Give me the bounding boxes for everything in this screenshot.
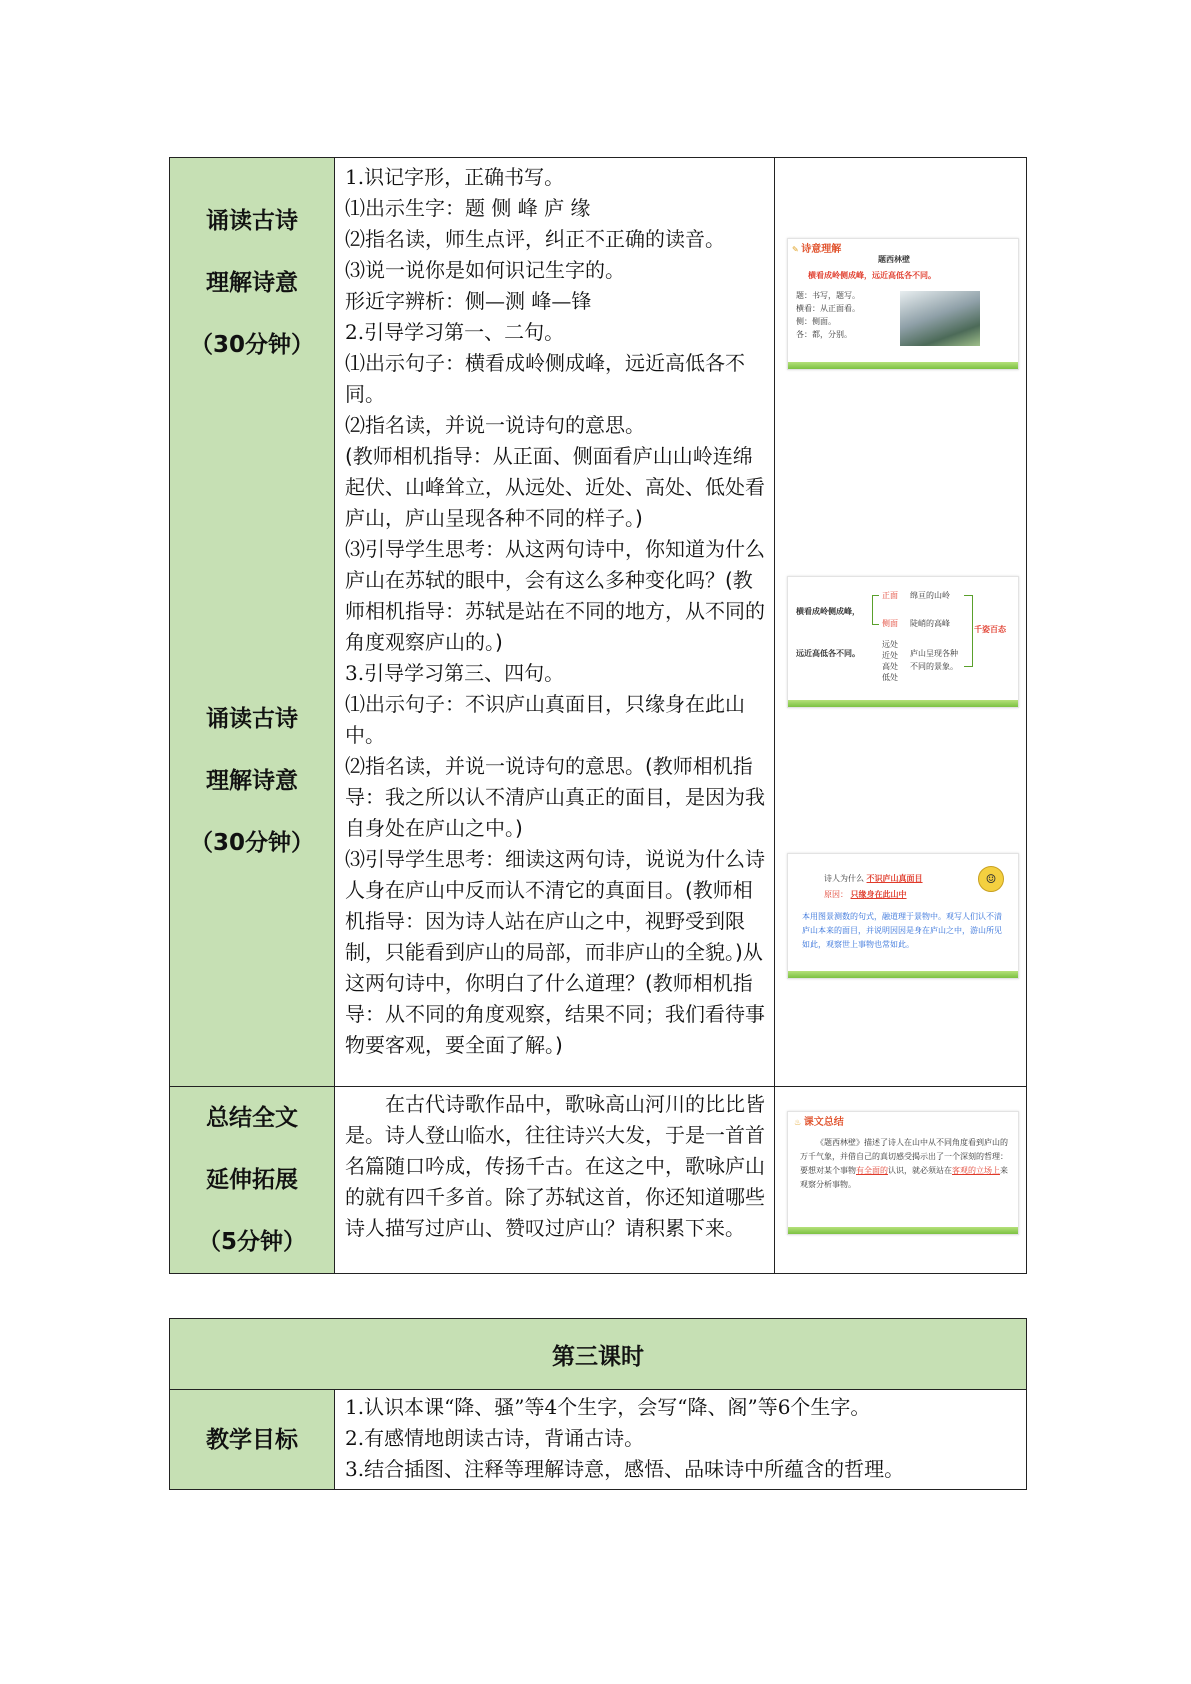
diagram-mid-2: 侧面	[882, 619, 898, 628]
lesson-content	[335, 158, 775, 1087]
content-line: 形近字辨析：侧—测 峰—锋	[345, 289, 592, 313]
content-line: ⑶引导学生思考：细读这两句诗，说说为什么诗人身在庐山中反而认不清它的真面目。(教师相机指导：因为诗人站在庐山之中，视野受到限制，只能看到庐山的局部，而非庐山的全貌。)从这两句诗中，你明白了什么道理？(教师相机指导：从不同的角度观察，结果不同；我们看待事物要客观，要全面了解。)	[345, 847, 765, 1057]
lesson-table	[169, 157, 1027, 1274]
objective-line: 2.有感情地朗读古诗，背诵古诗。	[345, 1426, 645, 1450]
label-group-3	[170, 1087, 334, 1273]
content-line: ⑴出示生字：题 侧 峰 庐 缘	[345, 196, 591, 220]
slide-note: 题：书写，题写。	[796, 291, 860, 300]
slide-question	[787, 853, 1019, 979]
diagram-left-2: 远近高低各不同。	[796, 648, 860, 658]
section-label-objectives	[170, 1390, 335, 1490]
lesson-row-summary	[170, 1087, 1027, 1274]
content-line: 2.引导学习第一、二句。	[345, 320, 565, 344]
diagram-mid-1-right: 绵亘的山岭	[910, 591, 950, 600]
diagram-item: 远处	[882, 640, 898, 649]
objective-line: 1.认识本课“降、骚”等4个生字，会写“降、阁”等6个生字。	[345, 1395, 871, 1419]
grass-decoration	[788, 362, 1018, 369]
question-line-2	[824, 888, 907, 901]
lesson-row-reading	[170, 158, 1027, 1087]
slide-poem-meaning	[787, 238, 1019, 370]
slide-title: 题西林壁	[878, 254, 910, 264]
objectives-row	[170, 1390, 1027, 1490]
objectives-content	[335, 1390, 1027, 1490]
summary-slide-text: 来观察分析事物。	[800, 1166, 1008, 1189]
label-line: 理解诗意	[206, 270, 298, 296]
diagram-item: 庐山呈现各种	[910, 649, 958, 658]
diagram-mid-2-right: 陡峭的高峰	[910, 619, 950, 628]
label-line: （30分钟）	[189, 830, 314, 856]
content-line: ⑵指名读，师生点评，纠正不正确的读音。	[345, 227, 725, 251]
content-line: ⑵指名读，并说一说诗句的意思。(教师相机指导：我之所以认不清庐山真正的面目，是因为我自身处在庐山之中。)	[345, 754, 765, 840]
slide-note: 各：都，分别。	[796, 330, 852, 339]
reason-label: 原因：	[824, 890, 848, 899]
slide-header	[792, 243, 841, 256]
content-line: (教师相机指导：从正面、侧面看庐山山岭连绵起伏、山峰耸立，从远处、近处、高处、低处看庐山，庐山呈现各种不同的样子。)	[345, 444, 765, 530]
diagram-mid-3	[882, 639, 898, 683]
slide-line: 横看成岭侧成峰，远近高低各不同。	[808, 270, 936, 280]
diagram-bracket	[872, 595, 879, 625]
label-line: （5分钟）	[197, 1229, 306, 1255]
content-line: ⑴出示句子：横看成岭侧成峰，远近高低各不同。	[345, 351, 745, 406]
slide-note: 侧：侧面。	[796, 317, 836, 326]
objectives-table	[169, 1318, 1027, 1490]
content-line: 3.引导学习第三、四句。	[345, 661, 565, 685]
summary-slide-body	[800, 1136, 1010, 1192]
slide-header-text: 课文总结	[803, 1117, 844, 1128]
diagram-item: 近处	[882, 651, 898, 660]
slide-summary	[787, 1111, 1019, 1235]
summary-slide-text: 《题西林壁》描述了诗人在山中从不同角度看到庐山的万千气象，并借自己的真切感受揭示出了一个深刻的哲理：要想对某个事物	[800, 1138, 1008, 1175]
slide-note: 横看：从正面看。	[796, 304, 860, 313]
slide-notes	[796, 289, 896, 341]
cartoon-face-icon: ☺	[978, 866, 1004, 892]
label-line: 诵读古诗	[206, 208, 298, 234]
lesson-header-row	[170, 1319, 1027, 1390]
diagram-connector	[964, 595, 973, 667]
label-line: 总结全文	[206, 1105, 298, 1131]
slide-diagram	[787, 576, 1019, 708]
label-line: 延伸拓展	[206, 1167, 298, 1193]
diagram-mid-1: 正面	[882, 591, 898, 600]
section-label-summary	[170, 1087, 335, 1274]
summary-highlight: 有全面的	[856, 1166, 888, 1175]
summary-slide-text: 认识，就必须站在	[888, 1166, 952, 1175]
label-line: 理解诗意	[206, 768, 298, 794]
mountain-image	[900, 291, 980, 346]
objective-line: 3.结合插图、注释等理解诗意，感悟、品味诗中所蕴含的哲理。	[345, 1457, 905, 1481]
question-answer: 不识庐山真面目	[866, 873, 923, 883]
content-line: ⑴出示句子：不识庐山真面目，只缘身在此山中。	[345, 692, 745, 747]
diagram-right: 千姿百态	[974, 624, 1006, 634]
diagram-item: 高处	[882, 662, 898, 671]
summary-content	[335, 1087, 775, 1274]
diagram-mid-3-right	[910, 647, 958, 673]
slides-column	[775, 158, 1027, 1087]
label-line: （30分钟）	[189, 332, 314, 358]
diagram-left-1: 横看成岭侧成峰，	[796, 606, 860, 616]
grass-decoration	[788, 1227, 1018, 1234]
lightbulb-icon: ✎	[792, 245, 799, 254]
label-group-2	[170, 376, 334, 874]
diagram-item: 低处	[882, 673, 898, 682]
question-line-1	[824, 872, 923, 885]
reason-answer: 只缘身在此山中	[850, 889, 907, 899]
lamp-icon: ♨	[794, 1118, 802, 1127]
label-line: 诵读古诗	[206, 706, 298, 732]
lesson-header: 第三课时	[170, 1319, 1027, 1390]
summary-text: 在古代诗歌作品中，歌咏高山河川的比比皆是。诗人登山临水，往往诗兴大发，于是一首首名篇随口吟成，传扬千古。在这之中，歌咏庐山的就有四千多首。除了苏轼这首，你还知道哪些诗人描写过庐山、赞叹过庐山？请积累下来。	[345, 1092, 765, 1240]
summary-highlight: 客观的立场上	[952, 1166, 1000, 1175]
slide-header-text: 诗意理解	[801, 244, 842, 255]
content-line: ⑶引导学生思考：从这两句诗中，你知道为什么庐山在苏轼的眼中，会有这么多种变化吗？(教师相机指导：苏轼是站在不同的地方，从不同的角度观察庐山的。)	[345, 537, 765, 654]
question-text: 诗人为什么	[824, 874, 864, 883]
content-line: ⑶说一说你是如何识记生字的。	[345, 258, 625, 282]
label-group-1	[170, 158, 334, 376]
question-body: 本用图景测数的句式，融道理于景物中。观写人们认不清庐山本来的面目，并说明因因是身在庐山之中，游山所见如此，观察世上事物也常如此。	[802, 912, 1002, 949]
diagram-item: 不同的景象。	[910, 662, 958, 671]
summary-slide-column	[775, 1087, 1027, 1274]
grass-decoration	[788, 700, 1018, 707]
section-label-reading	[170, 158, 335, 1087]
content-line: ⑵指名读，并说一说诗句的意思。	[345, 413, 645, 437]
grass-decoration	[788, 971, 1018, 978]
label-line: 教学目标	[206, 1426, 298, 1453]
slide-header	[794, 1116, 844, 1129]
content-line: 1.识记字形，正确书写。	[345, 165, 565, 189]
